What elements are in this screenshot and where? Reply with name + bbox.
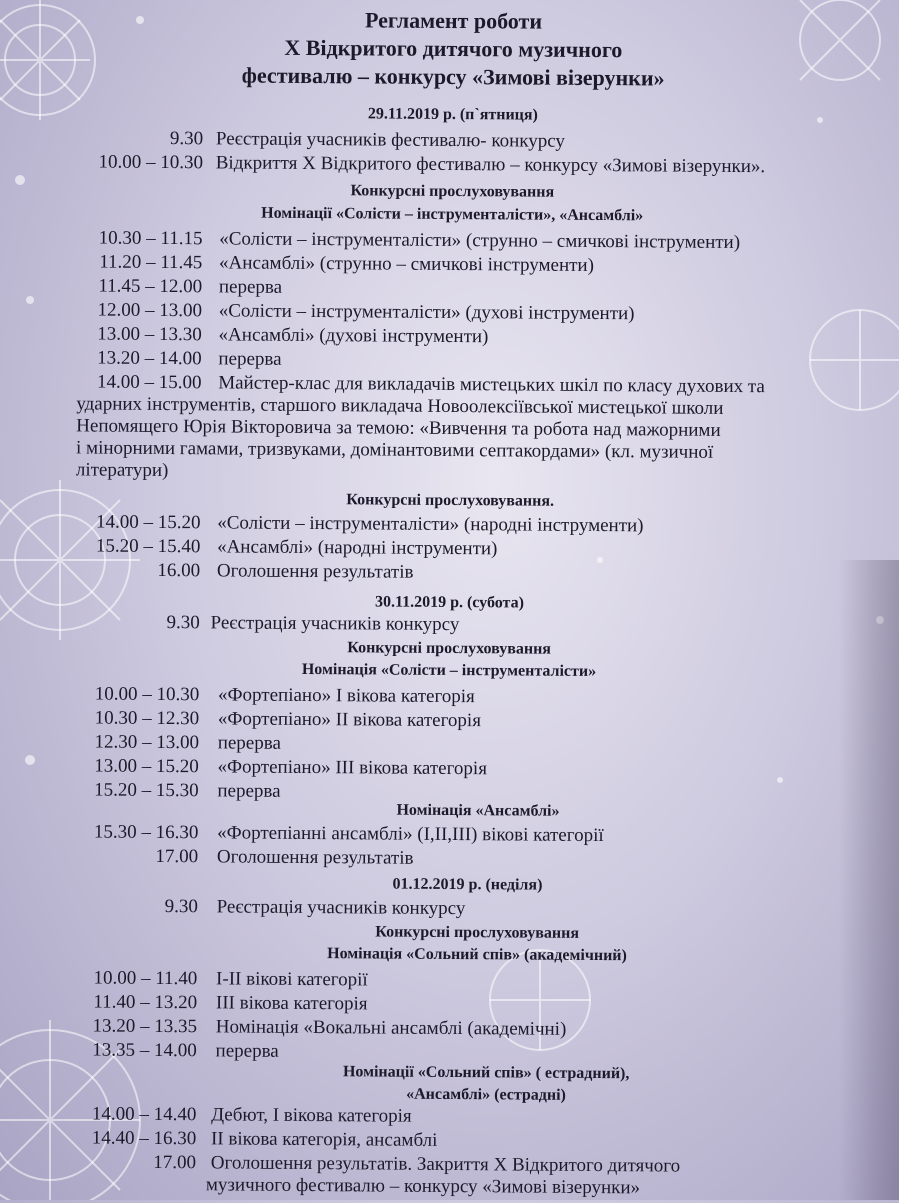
time: 13.20 – 14.00 — [97, 347, 202, 370]
event: Реєстрація учасників конкурсу — [210, 612, 460, 636]
time: 11.20 – 11.45 — [99, 251, 203, 274]
day3-nomination-heading-2b: «Ансамблі» (естрадні) — [406, 1085, 566, 1104]
event: «Фортепіанні ансамблі» (I,II,III) вікові категорії — [217, 822, 604, 847]
event: «Солісти – інструменталісти» (струнно – смичкові інструменти) — [219, 228, 741, 254]
time: 12.00 – 13.00 — [97, 299, 203, 322]
time: 14.00 – 15.20 — [95, 511, 201, 534]
day1-row — [75, 511, 643, 537]
event: перерва — [218, 276, 283, 298]
day1-row — [77, 347, 282, 370]
day1-row — [77, 299, 635, 325]
event: «Солісти – інструменталісти» (духові інструменти) — [218, 300, 635, 325]
day3-row — [71, 1151, 680, 1177]
time: 9.30 — [169, 128, 204, 150]
day1-row — [77, 323, 489, 348]
masterclass-line: ударних інструментів, старшого викладача Новоолексіївської мистецької школи — [76, 393, 724, 419]
event: Реєстрація учасників фестивалю- конкурсу — [215, 128, 566, 152]
time: 11.45 – 12.00 — [98, 275, 203, 298]
time: 11.40 – 13.20 — [93, 991, 198, 1014]
doc-title-line2: X Відкритого дитячого музичного — [284, 34, 623, 63]
masterclass-line: і мінорними гамами, тризвуками, домінантовими септакордами» (кл. музичної — [75, 437, 714, 463]
event: «Фортепіано» III вікова категорія — [217, 756, 488, 780]
time: 10.00 – 10.30 — [98, 151, 204, 174]
day1-date: 29.11.2019 р. (п`ятниця) — [367, 105, 538, 124]
event: I-II вікові категорії — [216, 968, 368, 991]
time: 13.20 – 13.35 — [92, 1015, 198, 1038]
day2-row — [73, 845, 413, 869]
event: Реєстрація учасників конкурсу — [216, 896, 466, 920]
time: 17.00 — [153, 1151, 197, 1174]
time: 9.30 — [164, 896, 198, 918]
doc-title-line1: Регламент роботи — [364, 7, 543, 34]
day3-row — [72, 991, 368, 1015]
day1-row — [77, 227, 740, 254]
day3-auditions-heading: Конкурсні прослуховування — [375, 923, 580, 942]
day1-row — [77, 251, 594, 277]
closing-line: музичного фестивалю – конкурсу «Зимові візерунки» — [205, 1174, 641, 1199]
day2-nomination-heading-2: Номінація «Ансамблі» — [396, 801, 560, 820]
day3-nomination-heading: Номінація «Сольний спів» (академічний) — [327, 945, 627, 965]
day2-auditions-heading: Конкурсні прослуховування — [347, 639, 552, 658]
event: «Ансамблі» (струнно – смичкові інструменти) — [219, 252, 595, 276]
event: II вікова категорія, ансамблі — [210, 1128, 438, 1151]
time: 14.00 – 15.00 — [96, 371, 202, 394]
event: «Фортепіано» I вікова категорія — [218, 684, 475, 708]
day2-row — [74, 755, 487, 780]
day1-row — [75, 559, 413, 583]
event: перерва — [217, 780, 281, 802]
time: 10.30 – 11.15 — [98, 227, 203, 250]
time: 15.20 – 15.40 — [95, 535, 201, 558]
event: «Ансамблі» (народні інструменти) — [217, 536, 498, 560]
time: 15.30 – 16.30 — [93, 821, 199, 844]
event: Відкриття X Відкритого фестивалю – конкурсу «Зимові візерунки». — [215, 152, 766, 178]
event: «Фортепіано» II вікова категорія — [217, 708, 482, 732]
day2-row — [73, 821, 603, 847]
day1-auditions-heading: Конкурсні прослуховування — [350, 182, 555, 201]
day1-registration — [83, 127, 565, 152]
time: 16.00 — [157, 559, 201, 582]
event: Оголошення результатів. Закриття X Відкритого дитячого — [210, 1152, 681, 1177]
day1-opening — [83, 151, 765, 178]
time: 13.00 – 15.20 — [94, 755, 199, 778]
day2-date: 30.11.2019 р. (субота) — [374, 593, 525, 612]
day3-date: 01.12.2019 р. (неділя) — [392, 875, 543, 894]
event: Дебют, I вікова категорія — [211, 1104, 412, 1127]
time: 17.00 — [155, 845, 199, 868]
event: перерва — [215, 1040, 279, 1062]
time: 13.00 – 13.30 — [97, 323, 202, 346]
time: 10.30 – 12.30 — [94, 707, 200, 730]
day3-registration — [73, 895, 466, 920]
event: перерва — [218, 348, 282, 370]
time: 9.30 — [166, 612, 200, 634]
day2-row — [74, 731, 281, 754]
day3-row — [71, 1103, 411, 1127]
day1-row — [77, 275, 282, 298]
day3-nomination-heading-2: Номінації «Сольний спів» ( естрадний), — [342, 1063, 630, 1083]
day2-row — [74, 683, 475, 708]
day2-registration — [75, 611, 460, 636]
event: перерва — [217, 732, 282, 754]
day2-row — [74, 707, 481, 732]
doc-title-line3: фестивалю – конкурсу «Зимові візерунки» — [241, 62, 665, 91]
day3-row — [71, 1127, 437, 1152]
day1-nomination-heading: Номінації «Солісти – інструменталісти», «Ансамблі» — [261, 204, 644, 225]
time: 10.00 – 11.40 — [93, 967, 198, 990]
event: Оголошення результатів — [216, 846, 414, 869]
event: Майстер-клас для викладачів мистецьких шкіл по класу духових та — [218, 372, 765, 398]
time: 14.00 – 14.40 — [91, 1103, 197, 1126]
masterclass-line: Непомящего Юрія Вікторовича за темою: «Вивчення та робота над мажорними — [76, 415, 721, 441]
day1-row — [75, 535, 497, 560]
time: 10.00 – 10.30 — [94, 683, 200, 706]
event: «Ансамблі» (духові інструменти) — [218, 324, 489, 348]
day2-nomination-heading: Номінація «Солісти – інструменталісти» — [301, 660, 597, 681]
day3-row — [72, 967, 367, 991]
event: «Солісти – інструменталісти» (народні інструменти) — [217, 512, 644, 537]
day3-row — [72, 1015, 566, 1040]
time: 14.40 – 16.30 — [91, 1127, 197, 1150]
event: III вікова категорія — [215, 992, 368, 1015]
day1-auditions-heading-2: Конкурсні прослуховування. — [346, 491, 555, 510]
event: Оголошення результатів — [216, 560, 414, 583]
masterclass-line: літератури) — [75, 459, 169, 482]
time: 15.20 – 15.30 — [94, 779, 199, 802]
time: 13.35 – 14.00 — [92, 1039, 197, 1062]
event: Номінація «Вокальні ансамблі (академічні) — [215, 1016, 567, 1040]
time: 12.30 – 13.00 — [94, 731, 200, 754]
